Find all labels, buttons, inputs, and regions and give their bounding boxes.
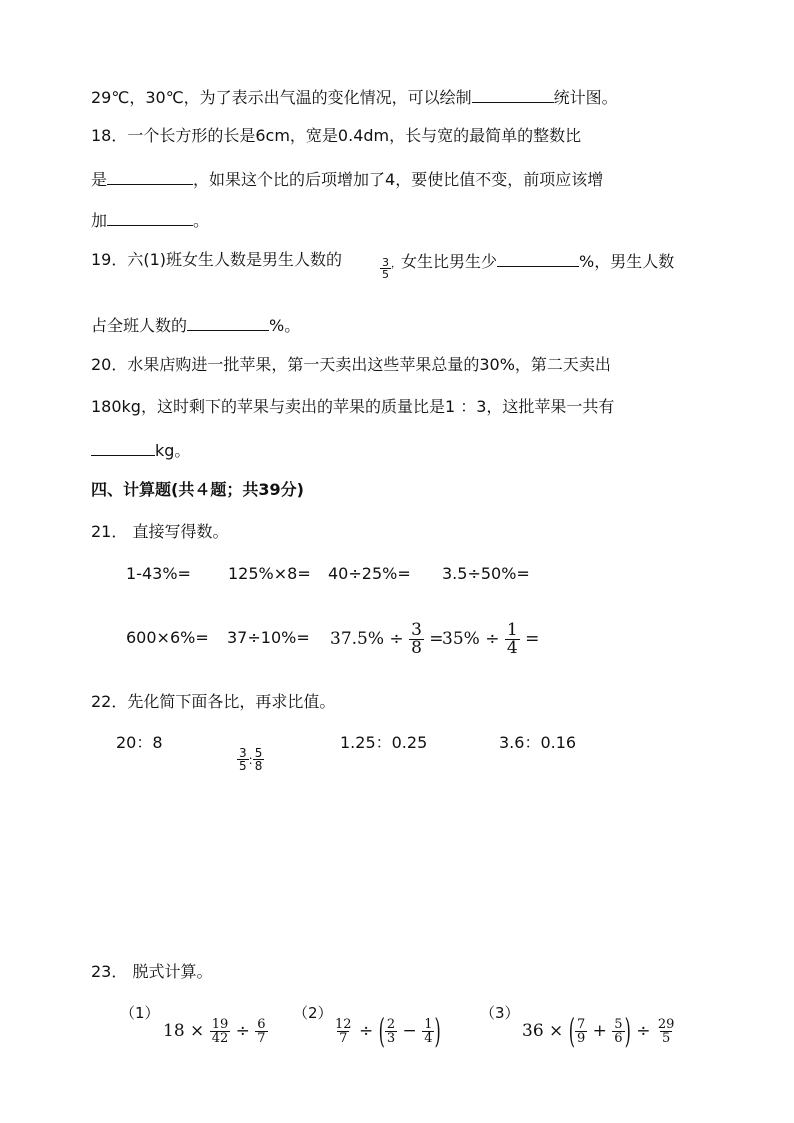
q23-e3-frac-1 <box>575 1018 587 1045</box>
q19-fraction <box>380 257 391 280</box>
q23-e2-minus: − <box>397 1021 423 1041</box>
q21-item8-num: 1 <box>506 620 518 640</box>
q19-line-2 <box>91 314 300 336</box>
q21-item8-fraction <box>505 622 520 657</box>
q22-ratio2-colon: : <box>248 753 253 767</box>
q22-ratio-3: 1.25：0.25 <box>340 733 428 752</box>
q21-item-6: 37÷10%= <box>227 628 310 647</box>
q22-ratio2-b-den: 8 <box>254 759 263 773</box>
q23-e3-lparen: ( <box>568 1010 575 1051</box>
q21-item7-den: 8 <box>411 638 422 658</box>
q23-e2-frac-2 <box>385 1018 397 1045</box>
q23-e3-n3: 29 <box>657 1017 675 1032</box>
q23-expr-2 <box>333 1012 441 1051</box>
q19-line2-end: %。 <box>269 316 301 335</box>
q20-line3-end: kg。 <box>155 441 191 460</box>
q19-frac-den: 5 <box>382 268 389 281</box>
q23-e2-frac-3 <box>422 1018 434 1045</box>
q22-ratio-4: 3.6：0.16 <box>499 733 577 752</box>
q23-e1-d1: 42 <box>211 1031 229 1046</box>
q21-item-7 <box>330 620 444 658</box>
q22-ratio2-frac-a <box>237 747 249 772</box>
q18-answer-blank-2[interactable] <box>107 209 193 226</box>
q23-e2-n3: 1 <box>424 1017 433 1032</box>
q18-line-2 <box>91 168 603 190</box>
q21-item8-left: 35% ÷ <box>442 629 505 649</box>
q17-text-before: 29℃，30℃，为了表示出气温的变化情况，可以绘制 <box>91 88 472 107</box>
q19-text-end: %，男生人数 <box>579 252 675 271</box>
q21-item7-eq: = <box>423 629 444 649</box>
q23-e1-frac-2 <box>255 1018 267 1045</box>
q22-ratio2-a-num: 3 <box>239 746 247 760</box>
q21-item8-eq: = <box>519 629 540 649</box>
q23-expr-3 <box>522 1012 676 1051</box>
q21-item-1: 1-43%= <box>126 564 191 583</box>
q19-line-1 <box>91 250 342 270</box>
q21-item-8 <box>442 620 539 658</box>
q18-answer-blank-1[interactable] <box>107 168 193 185</box>
q23-e3-frac-2 <box>612 1018 624 1045</box>
q19-answer-blank-1[interactable] <box>497 250 579 267</box>
q23-e1-d2: 7 <box>257 1031 266 1046</box>
q23-e2-n1: 12 <box>335 1017 352 1032</box>
q22-ratio2-frac-b <box>253 747 265 772</box>
q23-part-2-label: （2） <box>293 1004 333 1022</box>
q21-item-3: 40÷25%= <box>328 564 411 583</box>
q23-e3-op: ÷ <box>630 1021 656 1041</box>
q19-text-mid: 女生比男生少 <box>401 252 498 271</box>
q21-item7-left: 37.5% ÷ <box>330 629 410 649</box>
q22-label: 22．先化简下面各比，再求比值。 <box>91 692 336 711</box>
q23-e2-n2: 2 <box>386 1017 396 1032</box>
q23-e1-frac-1 <box>210 1018 231 1045</box>
q23-e2-rparen: ) <box>434 1010 441 1051</box>
q23-e3-plus: + <box>587 1021 613 1041</box>
q17-text-after: 统计图。 <box>553 88 618 107</box>
q22-ratio-1: 20：8 <box>116 733 163 752</box>
q23-e3-n2: 5 <box>614 1017 623 1032</box>
q23-e2-frac-1 <box>333 1018 354 1045</box>
q19-line2-start: 占全班人数的 <box>91 316 188 335</box>
q21-item7-fraction <box>409 622 424 657</box>
q23-expr-1 <box>163 1012 268 1050</box>
q23-e3-n1: 7 <box>576 1017 586 1032</box>
q22-ratio2-b-num: 5 <box>254 746 263 760</box>
q20-line-3 <box>91 439 190 461</box>
q18-line2-start: 是 <box>91 170 108 189</box>
q23-e3-d1: 9 <box>576 1031 586 1046</box>
q21-item-2: 125%×8= <box>228 564 311 583</box>
q23-e2-d1: 7 <box>339 1031 348 1046</box>
q19-line-1-rest <box>391 250 674 275</box>
q23-e2-op: ÷ <box>353 1021 379 1041</box>
q18-line3-start: 加 <box>91 211 108 230</box>
q23-e1-a: 18 × <box>163 1021 210 1041</box>
q22-ratio-2 <box>237 741 264 778</box>
q17-answer-blank[interactable] <box>472 86 554 103</box>
q18-line-3 <box>91 209 209 231</box>
q23-e2-d3: 4 <box>424 1031 433 1046</box>
q23-label: 23． 脱式计算。 <box>91 962 213 981</box>
q23-e2-lparen: ( <box>378 1010 385 1051</box>
q18-line2-end: ，如果这个比的后项增加了4，要使比值不变，前项应该增 <box>193 170 604 189</box>
q19-frac-num: 3 <box>382 256 389 269</box>
q23-part-3-label: （3） <box>480 1004 520 1022</box>
q21-label: 21． 直接写得数。 <box>91 522 229 541</box>
q17-tail-line <box>91 86 618 108</box>
q23-e3-d3: 5 <box>662 1031 671 1046</box>
q23-part-1-label: （1） <box>120 1004 160 1022</box>
q21-item7-num: 3 <box>411 620 422 640</box>
q19-comma: ， <box>391 259 401 270</box>
q19-text-start: 19．六(1)班女生人数是男生人数的 <box>91 250 343 269</box>
q23-e3-a: 36 × <box>522 1021 569 1041</box>
q18-line3-end: 。 <box>193 211 210 230</box>
q23-e3-frac-3 <box>656 1018 677 1045</box>
q20-line-1: 20．水果店购进一批苹果，第一天卖出这些苹果总量的30%，第二天卖出 <box>91 355 611 374</box>
q22-ratio2-a-den: 5 <box>239 759 247 773</box>
q23-e2-d2: 3 <box>386 1031 396 1046</box>
section-4-title: 四、计算题(共４题；共39分) <box>91 480 304 499</box>
q20-line-2: 180kg，这时剩下的苹果与卖出的苹果的质量比是1 ：3，这批苹果一共有 <box>91 397 615 416</box>
q23-e1-n1: 19 <box>211 1017 229 1032</box>
q23-e3-rparen: ) <box>624 1010 631 1051</box>
q18-line-1: 18．一个长方形的长是6cm，宽是0.4dm，长与宽的最简单的整数比 <box>91 126 582 145</box>
q23-e1-op: ÷ <box>230 1021 256 1041</box>
q19-answer-blank-2[interactable] <box>187 314 269 331</box>
q21-item-5: 600×6%= <box>126 628 209 647</box>
q23-e3-d2: 6 <box>614 1031 623 1046</box>
q23-e1-n2: 6 <box>257 1017 266 1032</box>
q20-answer-blank[interactable] <box>91 439 155 456</box>
q21-item-4: 3.5÷50%= <box>442 564 530 583</box>
q21-item8-den: 4 <box>506 638 518 658</box>
